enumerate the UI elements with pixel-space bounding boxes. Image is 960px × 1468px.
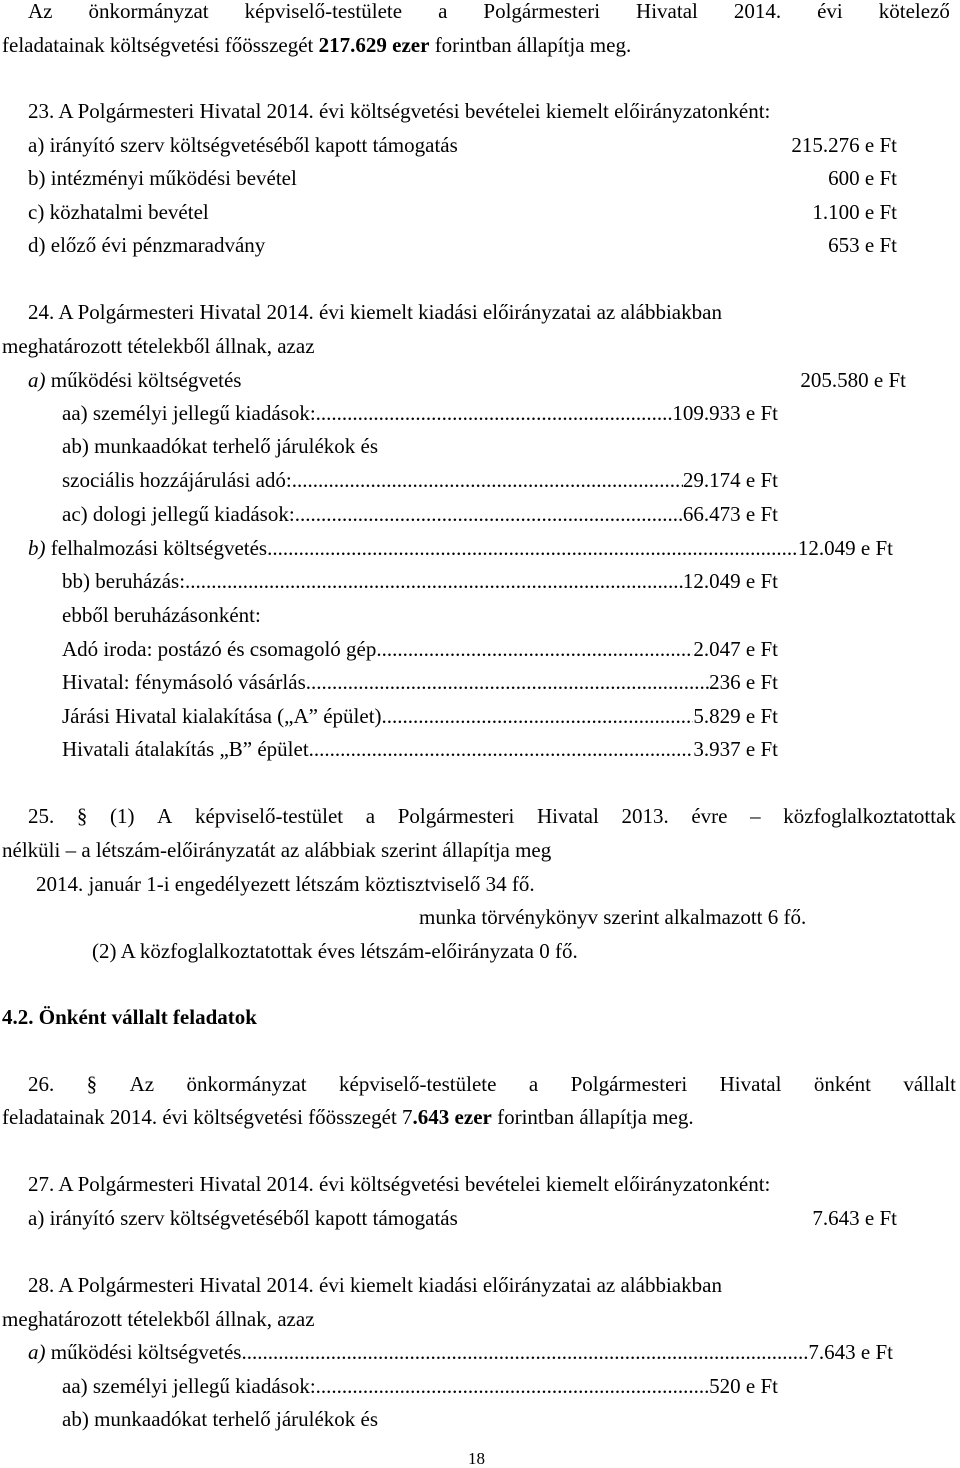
p25-word: – xyxy=(750,804,761,828)
p26-line-2 xyxy=(2,1107,694,1128)
p26-word: Az xyxy=(129,1072,155,1096)
p28-a-value: 7.643 e Ft xyxy=(808,1340,893,1364)
p28-a-row xyxy=(28,1342,893,1363)
investment-label: Hivatal: fénymásoló vásárlás xyxy=(62,670,306,694)
investment-row xyxy=(62,739,778,760)
investment-label: Adó iroda: postázó és csomagoló gép xyxy=(62,637,377,661)
p22-word: 2014. xyxy=(733,0,782,23)
p22-word: képviselő-testülete xyxy=(244,0,403,23)
p23-item-d-label: d) előző évi pénzmaradvány xyxy=(28,233,266,257)
p22-text-a: feladatainak költségvetési főösszegét xyxy=(2,33,319,57)
p23-item-a-value: 215.276 e Ft xyxy=(791,133,897,157)
p26-word: önkormányzat xyxy=(186,1072,307,1096)
investment-label: Járási Hivatal kialakítása („A” épület) xyxy=(62,704,382,728)
p22-word: önkormányzat xyxy=(88,0,209,23)
leader-dots xyxy=(382,706,694,727)
investment-row xyxy=(62,672,778,693)
investment-value: 236 e Ft xyxy=(709,670,778,694)
p24-a-label xyxy=(28,370,241,391)
p25-word: évre xyxy=(691,804,728,828)
p26-word: 26. xyxy=(28,1072,55,1096)
investment-value: 2.047 e Ft xyxy=(693,637,778,661)
p25-word: a xyxy=(365,804,376,828)
p28-a-prefix: a) xyxy=(28,1340,46,1364)
investment-value: 3.937 e Ft xyxy=(693,737,778,761)
p28-a-label xyxy=(28,1342,241,1363)
p23-item-d-value: 653 e Ft xyxy=(828,233,897,257)
p26-text-b: forintban állapítja meg. xyxy=(491,1105,694,1129)
p24-ac-label: ac) dologi jellegű kiadások: xyxy=(62,502,295,526)
p24-ab-value: 29.174 e Ft xyxy=(682,468,778,492)
p28-subtitle: meghatározott tételekből állnak, azaz xyxy=(2,1307,315,1331)
leader-dots xyxy=(309,739,694,760)
p24-bb-value: 12.049 e Ft xyxy=(682,569,778,593)
p25-word: (1) xyxy=(110,804,135,828)
p24-b-row xyxy=(28,538,893,559)
investment-row xyxy=(62,706,778,727)
leader-dots xyxy=(241,1342,808,1363)
p26-word: a xyxy=(528,1072,539,1096)
investment-row xyxy=(62,639,778,660)
p24-ab-row xyxy=(62,470,778,491)
p24-b-text: felhalmozási költségvetés xyxy=(45,536,268,560)
leader-dots xyxy=(316,1376,710,1397)
investment-label: Hivatali átalakítás „B” épület xyxy=(62,737,309,761)
p24-a-value: 205.580 e Ft xyxy=(800,368,906,392)
p24-b-prefix: b) xyxy=(28,536,46,560)
section-heading: 4.2. Önként vállalt feladatok xyxy=(2,1005,257,1029)
leader-dots xyxy=(295,504,683,525)
p24-title: 24. A Polgármesteri Hivatal 2014. évi kiemelt kiadási előirányzatai az alábbiakban xyxy=(28,300,722,324)
p22-word: Az xyxy=(28,0,53,23)
p23-item-a-label: a) irányító szerv költségvetéséből kapott támogatás xyxy=(28,133,458,157)
p22-line-2 xyxy=(2,35,631,56)
p26-word: képviselő-testülete xyxy=(339,1072,497,1096)
p28-a-text: működési költségvetés xyxy=(45,1340,242,1364)
p28-title: 28. A Polgármesteri Hivatal 2014. évi kiemelt kiadási előirányzatai az alábbiakban xyxy=(28,1273,722,1297)
p23-title: 23. A Polgármesteri Hivatal 2014. évi költségvetési bevételei kiemelt előirányzatonként: xyxy=(28,99,771,123)
p26-word: § xyxy=(86,1072,98,1096)
p26-line-1 xyxy=(28,1074,956,1095)
p23-item-c-value: 1.100 e Ft xyxy=(812,200,897,224)
p22-line-1 xyxy=(28,1,950,22)
p27-item-label: a) irányító szerv költségvetéséből kapott támogatás xyxy=(28,1206,458,1230)
p25-line-3: 2014. január 1-i engedélyezett létszám köztisztviselő 34 fő. xyxy=(36,872,535,896)
investment-value: 5.829 e Ft xyxy=(693,704,778,728)
p25-word: 25. xyxy=(28,804,55,828)
p25-word: 2013. xyxy=(621,804,669,828)
p24-b-value: 12.049 e Ft xyxy=(797,536,893,560)
p25-line-1 xyxy=(28,806,956,827)
p23-item-c-label: c) közhatalmi bevétel xyxy=(28,200,209,224)
p26-word: önként xyxy=(813,1072,872,1096)
p28-ab-label: ab) munkaadókat terhelő járulékok és xyxy=(62,1407,379,1431)
p22-word: Polgármesteri xyxy=(483,0,601,23)
leader-dots xyxy=(316,403,673,424)
p28-aa-row xyxy=(62,1376,778,1397)
leader-dots xyxy=(267,538,798,559)
p25-word: A xyxy=(157,804,173,828)
p24-ab-label-1: ab) munkaadókat terhelő járulékok és xyxy=(62,434,379,458)
p25-word: képviselő-testület xyxy=(194,804,344,828)
p28-aa-label: aa) személyi jellegű kiadások: xyxy=(62,1374,316,1398)
p23-item-b-value: 600 e Ft xyxy=(828,166,897,190)
p26-text-a: feladatainak 2014. évi költségvetési főösszegét 7 xyxy=(2,1105,413,1129)
leader-dots xyxy=(376,639,693,660)
leader-dots xyxy=(306,672,709,693)
p22-word: kötelező xyxy=(878,0,950,23)
p24-aa-label: aa) személyi jellegű kiadások: xyxy=(62,401,316,425)
p26-word: vállalt xyxy=(903,1072,956,1096)
p27-item-value: 7.643 e Ft xyxy=(812,1206,897,1230)
p24-bb-row xyxy=(62,571,778,592)
p24-ac-row xyxy=(62,504,778,525)
p25-word: Hivatal xyxy=(537,804,599,828)
p22-word: Hivatal xyxy=(636,0,698,23)
p25-line-2: nélküli – a létszám-előirányzatát az alábbiak szerint állapítja meg xyxy=(2,838,552,862)
p25-word: Polgármesteri xyxy=(397,804,515,828)
p25-word: § xyxy=(76,804,88,828)
p24-ac-value: 66.473 e Ft xyxy=(682,502,778,526)
p24-aa-row xyxy=(62,403,778,424)
page-number: 18 xyxy=(468,1449,485,1468)
p26-word: Hivatal xyxy=(719,1072,782,1096)
p22-amount: 217.629 ezer xyxy=(318,33,430,57)
p26-amount: .643 ezer xyxy=(412,1105,492,1129)
p26-word: Polgármesteri xyxy=(570,1072,688,1096)
p22-word: a xyxy=(438,0,448,23)
p25-word: közfoglalkoztatottak xyxy=(783,804,956,828)
leader-dots xyxy=(292,470,683,491)
p25-line-5: (2) A közfoglalkoztatottak éves létszám-előirányzata 0 fő. xyxy=(92,939,578,963)
p24-aa-value: 109.933 e Ft xyxy=(672,401,778,425)
p24-bb-label: bb) beruházás: xyxy=(62,569,186,593)
p28-aa-value: 520 e Ft xyxy=(709,1374,778,1398)
p22-word: évi xyxy=(817,0,843,23)
p24-a-text: működési költségvetés xyxy=(45,368,242,392)
p24-ebbol: ebből beruházásonként: xyxy=(62,603,261,627)
p23-item-b-label: b) intézményi működési bevétel xyxy=(28,166,297,190)
p24-subtitle: meghatározott tételekből állnak, azaz xyxy=(2,334,315,358)
p24-a-prefix: a) xyxy=(28,368,46,392)
p25-line-4: munka törvénykönyv szerint alkalmazott 6 fő. xyxy=(419,905,807,929)
p22-text-b: forintban állapítja meg. xyxy=(429,33,632,57)
p24-ab-label-2: szociális hozzájárulási adó: xyxy=(62,468,292,492)
leader-dots xyxy=(185,571,683,592)
p27-title: 27. A Polgármesteri Hivatal 2014. évi költségvetési bevételei kiemelt előirányzatonként: xyxy=(28,1172,771,1196)
p24-b-label xyxy=(28,538,267,559)
